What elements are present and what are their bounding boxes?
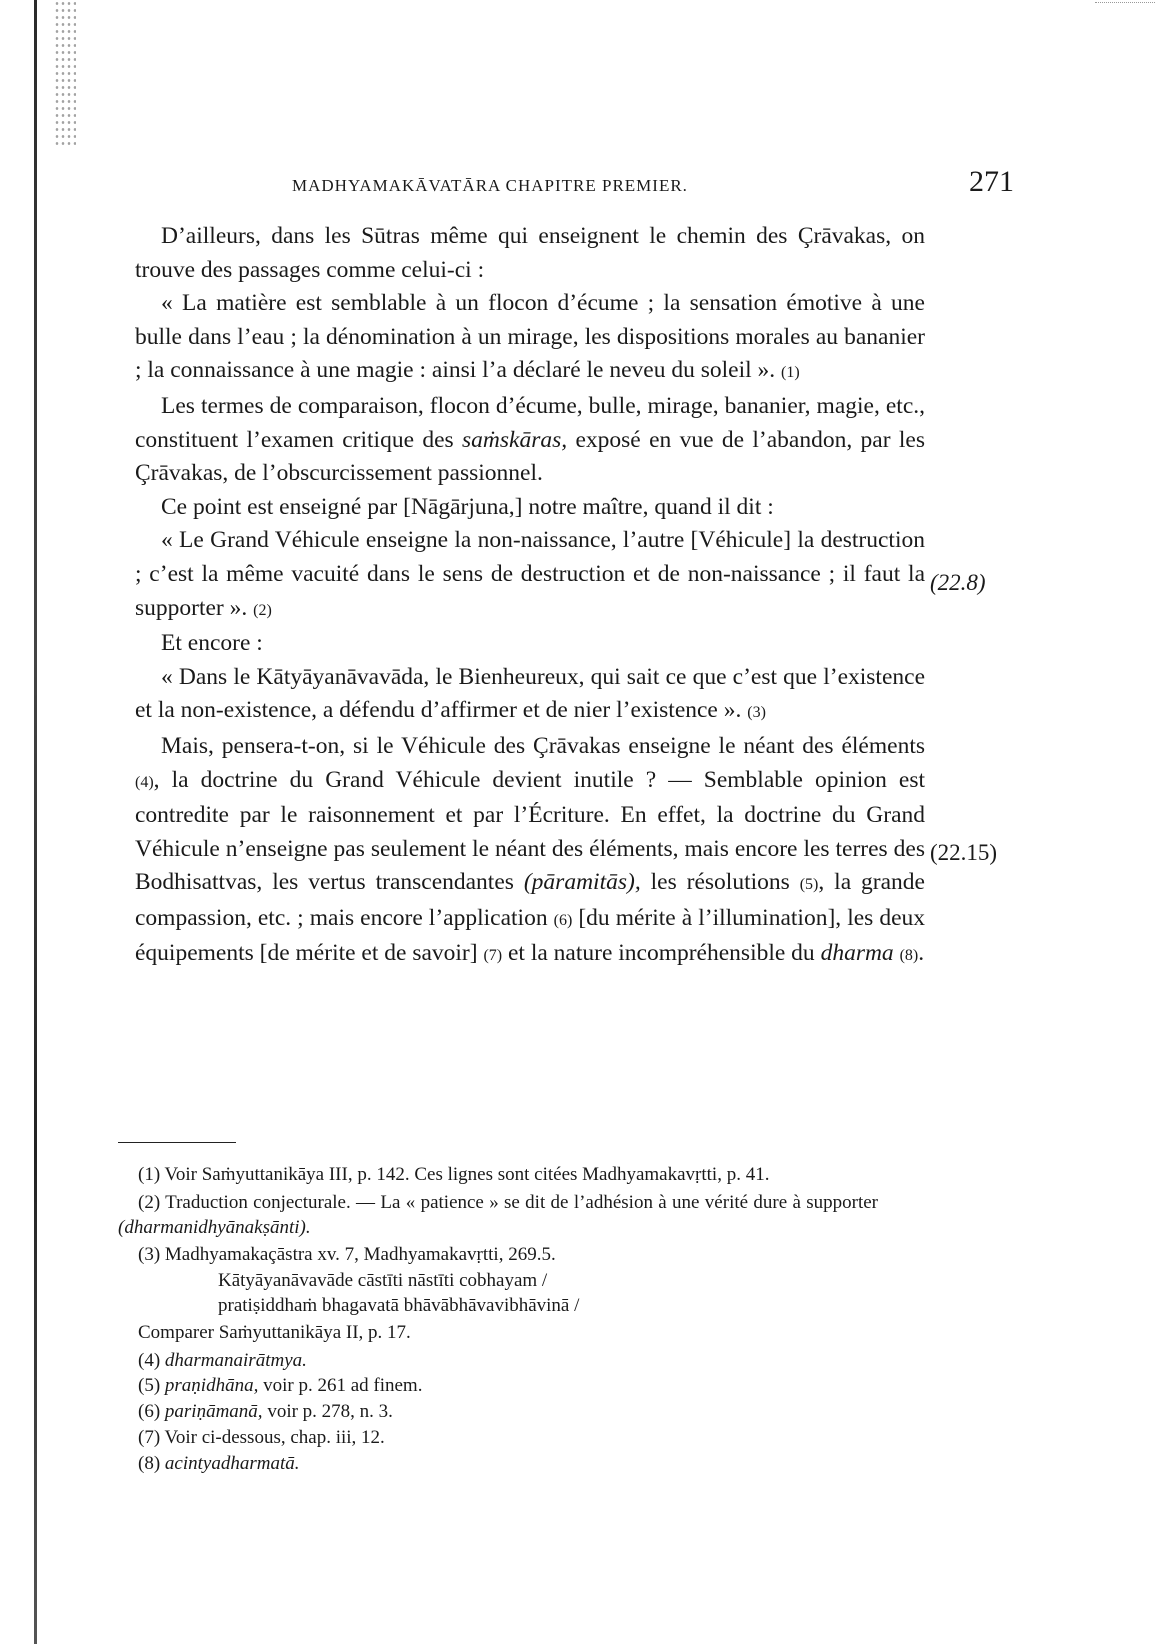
- footnote-rule: [118, 1142, 236, 1143]
- body-text: [135, 220, 925, 973]
- margin-reference-2: (22.15): [930, 840, 998, 865]
- paragraph-8-text-d: , la grande compassion, etc. ; mais encore l’application: [135, 869, 925, 931]
- paragraph-5: [135, 524, 925, 627]
- paragraph-5-text: « Le Grand Véhicule enseigne la non-naissance, l’autre [Véhicule] la destruction ; c’est la même vacuité dans le sens de destruction et de non-naissance ; il faut la supporter ».: [135, 527, 925, 621]
- term-dharma: dharma: [820, 940, 894, 967]
- footnote-ref-8: (8): [899, 947, 919, 965]
- paragraph-2-text: « La matière est semblable à un flocon d’écume ; la sensation émotive à une bulle dans l’eau ; la dénomination à un mirage, les dispositions morales au bananier ; la connaissance à une magie : ainsi l’a déclaré le neveu du soleil ».: [135, 290, 925, 384]
- footnote-4-number: (4): [138, 1349, 161, 1371]
- paragraph-2: [135, 287, 925, 390]
- footnote-ref-7: (7): [483, 947, 503, 965]
- footnote-5: [138, 1374, 878, 1399]
- footnote-ref-6: (6): [553, 911, 573, 929]
- footnote-ref-5: (5): [799, 876, 819, 894]
- footnote-5-number: (5): [138, 1375, 161, 1397]
- footnote-2: [118, 1191, 878, 1241]
- footnote-6-text: voir p. 278, n. 3.: [267, 1401, 393, 1423]
- paragraph-4: [135, 491, 925, 525]
- paragraph-4-text: Ce point est enseigné par [Nāgārjuna,] notre maître, quand il dit :: [161, 493, 774, 520]
- footnote-8-number: (8): [138, 1452, 161, 1474]
- footnote-4: [138, 1349, 878, 1374]
- paragraph-8-text-e: [du mérite à l’illumination], les deux équipements [de mérite et de savoir]: [135, 904, 926, 967]
- paragraph-8-text-b: , la doctrine du Grand Véhicule devient inutile ? — Semblable opinion est contredite par le raisonnement et par l’Écriture. En effet, la doctrine du Grand Véhicule n’enseigne pas seulement le néant des éléments, mais encore les terres des Bodhisattvas, les vertus transcendantes: [135, 766, 925, 896]
- footnote-ref-3: (3): [747, 704, 766, 722]
- term-acintyadharmata: acintyadharmatā.: [164, 1452, 300, 1474]
- paragraph-8: [135, 730, 925, 973]
- page-header: [292, 165, 1014, 199]
- footnote-ref-4: (4): [135, 773, 154, 791]
- footnote-6: [138, 1400, 878, 1425]
- footnote-1: (1) Voir Saṁyuttanikāya III, p. 142. Ces lignes sont citées Madhyamakavṛtti, p. 41.: [138, 1164, 770, 1185]
- term-parinamana: pariṇāmanā,: [164, 1401, 263, 1423]
- footnote-2-text: (2) Traduction conjecturale. — La « patience » se dit de l’adhésion à une vérité dure à supporter: [138, 1191, 878, 1213]
- footnote-3-verse-1: Kātyāyanāvavāde cāstīti nāstīti cobhayam /: [218, 1270, 548, 1292]
- term-dharmanidhyanaksanti: (dharmanidhyānakṣānti).: [118, 1216, 311, 1238]
- paragraph-7: [135, 661, 925, 730]
- running-head: MADHYAMAKĀVATĀRA CHAPITRE PREMIER.: [292, 176, 688, 195]
- term-dharmanairatmya: dharmanairātmya.: [164, 1349, 307, 1371]
- paragraph-3-text-a: Les termes de comparaison, flocon d’écume, bulle, mirage, bananier, magie, etc., constituent l’examen critique des: [135, 392, 925, 453]
- paragraph-8-text-a: Mais, pensera-t-on, si le Véhicule des Çrāvakas enseigne le néant des éléments: [161, 732, 925, 759]
- term-pranidhana: praṇidhāna,: [164, 1375, 259, 1397]
- paragraph-1-text: D’ailleurs, dans les Sūtras même qui enseignent le chemin des Çrāvakas, on trouve des passages comme celui-ci :: [135, 223, 925, 283]
- paragraph-6-text: Et encore :: [161, 630, 263, 657]
- paragraph-8-text-c: les résolutions: [650, 869, 790, 896]
- paragraph-1: [135, 220, 925, 287]
- term-paramitas: (pāramitās),: [523, 869, 641, 896]
- term-samskaras: saṁskāras,: [462, 426, 568, 453]
- paragraph-7-text: « Dans le Kātyāyanāvavāda, le Bienheureux, qui sait ce que c’est que l’existence et la non-existence, a défendu d’affirmer et de nier l’existence ».: [135, 663, 925, 724]
- footnote-3-compare: Comparer Saṁyuttanikāya II, p. 17.: [138, 1321, 411, 1343]
- footnote-8: [138, 1452, 878, 1477]
- footnote-ref-1: (1): [781, 364, 800, 382]
- paragraph-8-end: .: [918, 940, 925, 967]
- footnotes: [118, 1163, 878, 1478]
- footnote-6-number: (6): [138, 1401, 161, 1423]
- scan-mark: [1095, 2, 1155, 4]
- paragraph-3-text-b: exposé en vue de l’abandon, par les Çrāvakas, de l’obscurcissement passionnel.: [135, 426, 926, 487]
- margin-reference-1: (22.8): [930, 570, 986, 595]
- footnote-ref-2: (2): [253, 601, 272, 619]
- footnote-3: (3) Madhyamakaçāstra xv. 7, Madhyamakavṛtti, 269.5.: [138, 1244, 556, 1266]
- paragraph-8-text-f: et la nature incompréhensible du: [507, 940, 815, 967]
- paragraph-6: [135, 627, 925, 661]
- paragraph-3: [135, 390, 925, 491]
- scan-edge: [34, 0, 37, 1644]
- page-number: 271: [969, 165, 1014, 198]
- footnote-3-verse-2: pratiṣiddhaṁ bhagavatā bhāvābhāvavibhāvinā /: [218, 1294, 580, 1316]
- scan-speckle: [54, 0, 76, 145]
- footnote-7: (7) Voir ci-dessous, chap. iii, 12.: [138, 1426, 385, 1448]
- footnote-5-text: voir p. 261 ad finem.: [263, 1375, 423, 1397]
